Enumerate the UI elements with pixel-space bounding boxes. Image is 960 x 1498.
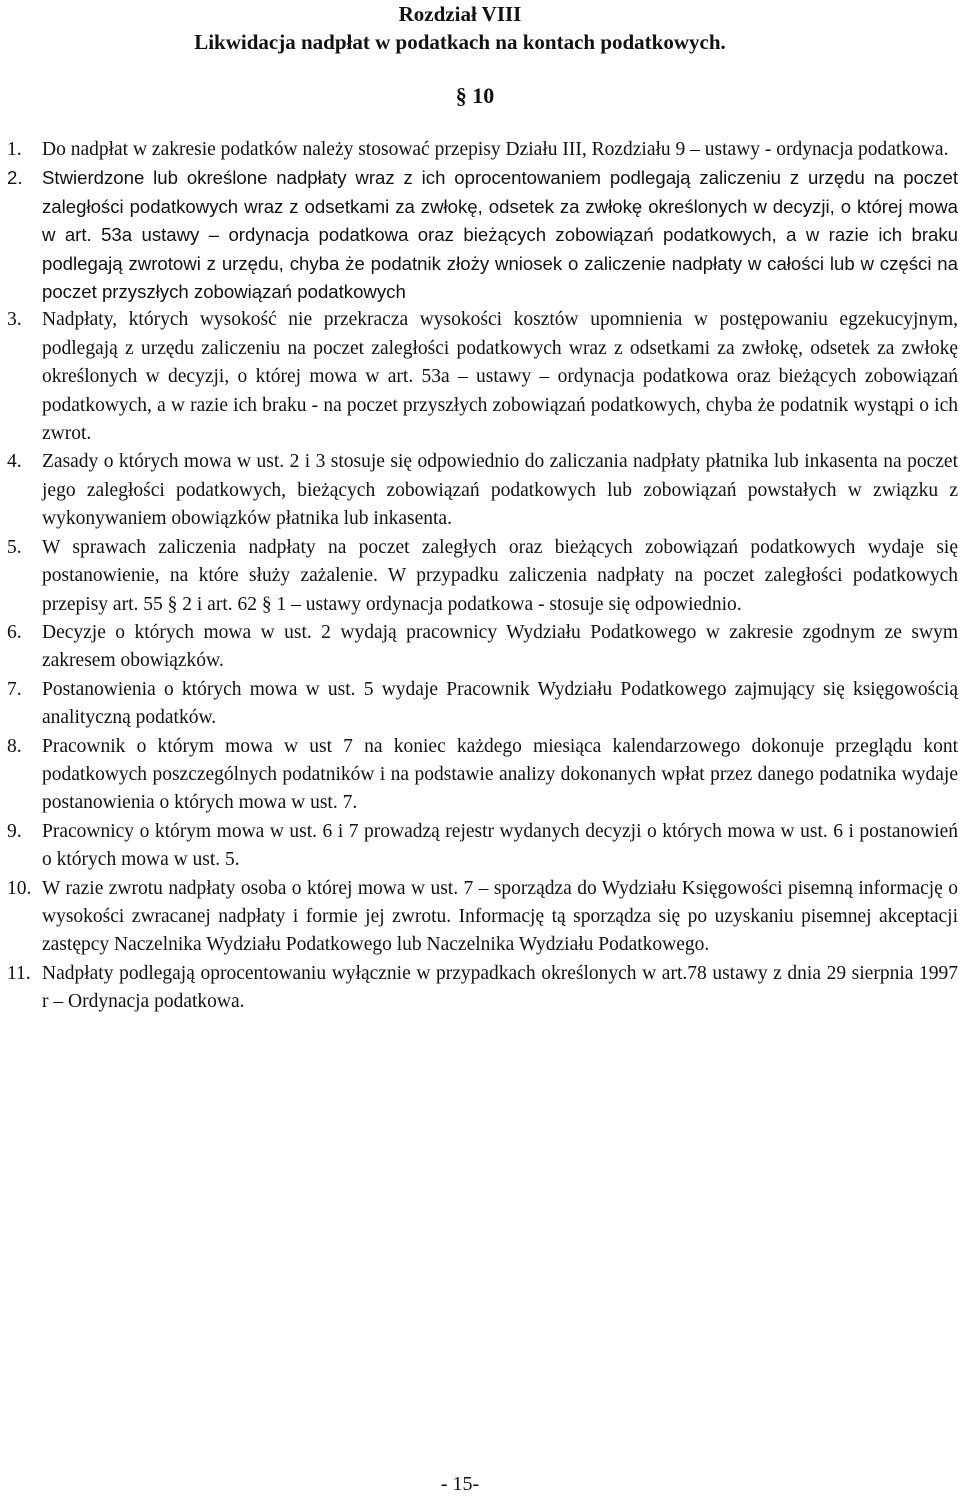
item-text: Nadpłaty podlegają oprocentowaniu wyłącznie w przypadkach określonych w art.78 ustawy z dnia 29 sierpnia 1997 r – Ordynacja podatkowa. — [42, 962, 958, 1013]
item-text: Pracownicy o którym mowa w ust. 6 i 7 prowadzą rejestr wydanych decyzji o których mowa w ust. 6 i postanowień o których mowa w ust. 5. — [42, 820, 958, 871]
item-text: Stwierdzone lub określone nadpłaty wraz z ich oprocentowaniem podlegają zaliczeniu z urzędu na poczet zaległości podatkowych wraz z odsetkami za zwłokę, odsetek za zwłokę określonych w decyzji, o której mowa w art. 53a ustawy – ordynacja podatkowa oraz bieżących zobowiązań podatkowych, a w razie ich braku podlegają zwrotowi z urzędu, chyba że podatnik złoży wniosek o zaliczenie nadpłaty w całości lub w części na poczet przyszłych zobowiązań podatkowych — [42, 167, 958, 303]
item-number: 11. — [7, 962, 31, 984]
list-item — [0, 619, 958, 676]
item-text: Zasady o których mowa w ust. 2 i 3 stosuje się odpowiednio do zaliczania nadpłaty płatnika lub inkasenta na poczet jego zaległości podatkowych, bieżących zobowiązań podatkowych lub zobowiązań powstałych w związku z wykonywaniem obowiązków płatnika lub inkasenta. — [42, 451, 958, 530]
item-text: Postanowienia o których mowa w ust. 5 wydaje Pracownik Wydziału Podatkowego zajmujący się księgowością analityczną podatków. — [42, 678, 958, 729]
item-number: 3. — [7, 309, 22, 331]
item-number: 10. — [7, 877, 32, 899]
item-text: W razie zwrotu nadpłaty osoba o której mowa w ust. 7 – sporządza do Wydziału Księgowości pisemną informację o wysokości zwracanej nadpłaty i formie jej zwrotu. Informację tą sporządza się po uzyskaniu pisemnej akceptacji zastępcy Naczelnika Wydziału Podatkowego lub Naczelnika Wydziału Podatkowego. — [42, 877, 958, 956]
item-number: 4. — [7, 451, 22, 473]
chapter-subtitle: Likwidacja nadpłat w podatkach na kontach podatkowych. — [194, 30, 726, 54]
list-item — [0, 164, 958, 306]
item-text: Do nadpłat w zakresie podatków należy stosować przepisy Działu III, Rozdziału 9 – ustawy - ordynacja podatkowa. — [42, 139, 949, 160]
item-text: W sprawach zaliczenia nadpłaty na poczet zaległych oraz bieżących zobowiązań podatkowych wydaje się postanowienie, na które służy zażalenie. W przypadku zaliczenia nadpłaty na poczet zaległości podatkowych przepisy art. 55 § 2 i art. 62 § 1 – ustawy ordynacja podatkowa - stosuje się odpowiednio. — [42, 536, 958, 615]
item-text: Pracownik o którym mowa w ust 7 na koniec każdego miesiąca kalendarzowego dokonuje przeglądu kont podatkowych poszczególnych podatników i na podstawie analizy dokonanych wpłat przez danego podatnika wydaje postanowienia o których mowa w ust. 7. — [42, 735, 958, 814]
item-number: 8. — [7, 735, 22, 757]
list-item — [0, 818, 958, 875]
item-number: 5. — [7, 536, 22, 558]
page-number: - 15- — [440, 1473, 480, 1495]
list-item — [0, 448, 958, 533]
list-item — [0, 875, 958, 960]
list-item — [0, 534, 958, 619]
item-number: 7. — [7, 678, 22, 700]
section-number: § 10 — [455, 83, 495, 108]
item-number: 9. — [7, 820, 22, 842]
list-item — [0, 676, 958, 733]
chapter-heading — [0, 0, 920, 56]
provisions-list — [0, 136, 958, 1017]
list-item — [0, 733, 958, 818]
item-text: Decyzje o których mowa w ust. 2 wydają pracownicy Wydziału Podatkowego w zakresie zgodnym ze swym zakresem obowiązków. — [42, 621, 958, 672]
list-item — [0, 136, 958, 164]
chapter-title: Rozdział VIII — [398, 2, 522, 26]
item-number: 2. — [7, 167, 23, 189]
list-item — [0, 306, 958, 448]
item-text: Nadpłaty, których wysokość nie przekracza wysokości kosztów upomnienia w postępowaniu egzekucyjnym, podlegają z urzędu zaliczeniu na poczet zaległości podatkowych wraz z odsetkami za zwłokę, odsetek za zwłokę określonych w decyzji, o której mowa w art. 53a – ustawy – ordynacja podatkowa oraz bieżących zobowiązań podatkowych, a w razie ich braku - na poczet przyszłych zobowiązań podatkowych, chyba że podatnik wystąpi o ich zwrot. — [42, 309, 958, 445]
item-number: 1. — [7, 139, 22, 160]
list-item — [0, 960, 958, 1017]
item-number: 6. — [7, 621, 22, 643]
